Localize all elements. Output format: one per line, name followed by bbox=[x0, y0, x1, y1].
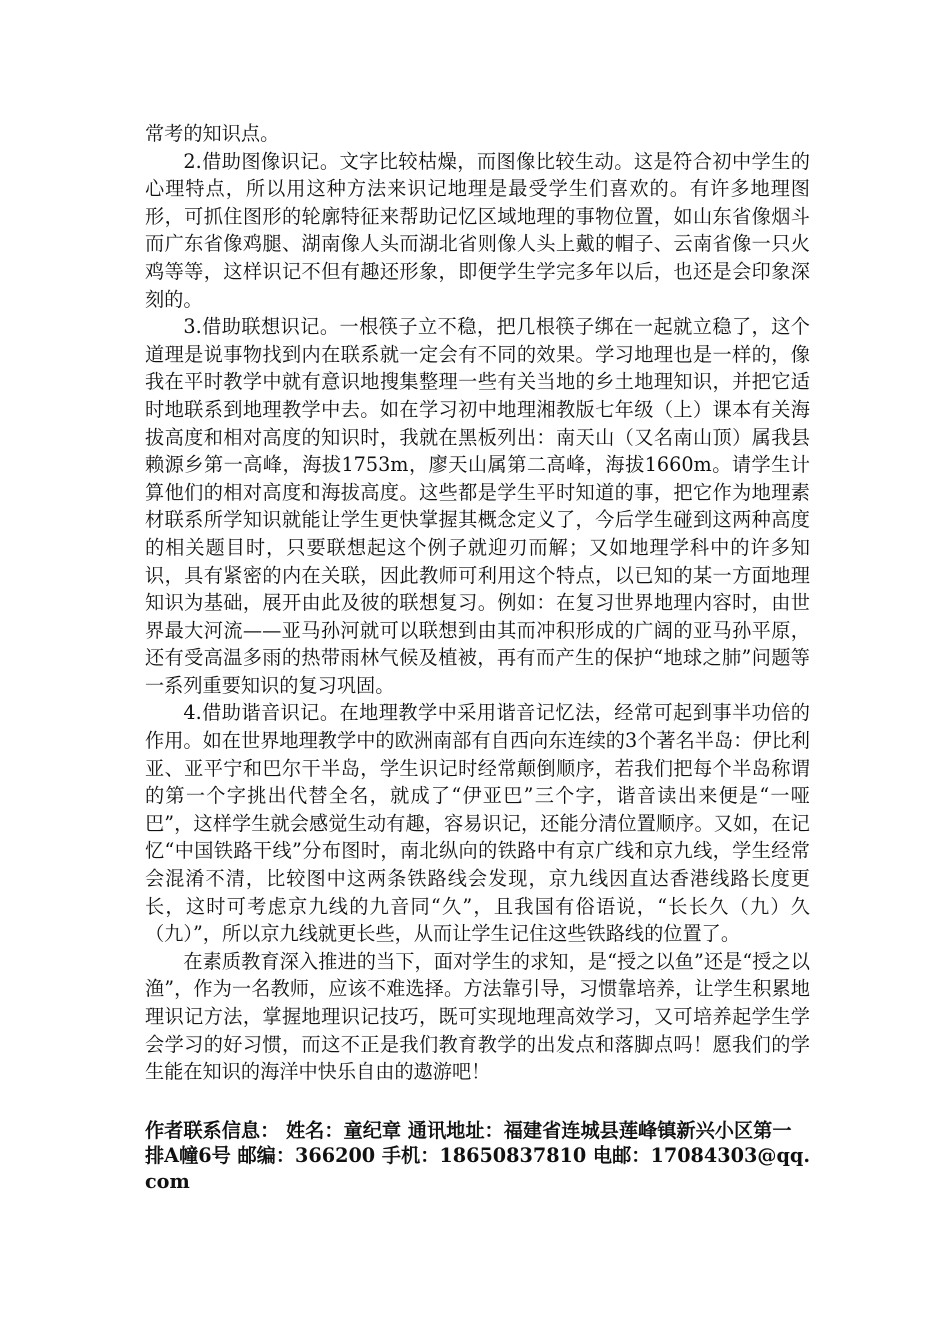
paragraph-conclusion: 在素质教育深入推进的当下，面对学生的求知，是“授之以鱼”还是“授之以渔”，作为一名教师，应该不难选择。方法靠引导，习惯靠培养，让学生积累地理识记方法，掌握地理识记技巧，既可实现地理高效学习，又可培养起学生学会学习的好习惯，而这不正是我们教育教学的出发点和落脚点吗！愿我们的学生能在知识的海洋中快乐自由的遨游吧！ bbox=[145, 949, 810, 1084]
paragraph-continuation: 常考的知识点。 bbox=[145, 122, 280, 145]
section-spacer bbox=[145, 1086, 810, 1118]
paragraph-image-memory: 2.借助图像识记。文字比较枯燥，而图像比较生动。这是符合初中学生的心理特点，所以用这种方法来识记地理是最受学生们喜欢的。有许多地理图形，可抓住图形的轮廓特征来帮助记忆区域地理的事物位置，如山东省像烟斗而广东省像鸡腿、湖南像人头而湖北省则像人头上戴的帽子、云南省像一只火鸡等等，这样识记不但有趣还形象，即便学生学完多年以后，也还是会印象深刻的。 bbox=[145, 149, 810, 311]
paragraph-homophone-memory: 4.借助谐音识记。在地理教学中采用谐音记忆法，经常可起到事半功倍的作用。如在世界地理教学中的欧洲南部有自西向东连续的3个著名半岛：伊比利亚、亚平宁和巴尔干半岛，学生识记时经常颠倒顺序，若我们把每个半岛称谓的第一个字挑出代替全名，就成了“伊亚巴”三个字，谐音读出来便是“一哑巴”，这样学生就会感觉生动有趣，容易识记，还能分清位置顺序。又如，在记忆“中国铁路干线”分布图时，南北纵向的铁路中有京广线和京九线，学生经常会混淆不清，比较图中这两条铁路线会发现，京九线因直达香港线路长度更长，这时可考虑京九线的九音同“久”，且我国有俗语说，“长长久（九）久（九）”，所以京九线就更长些，从而让学生记住这些铁路线的位置了。 bbox=[145, 701, 810, 946]
paragraph-association-memory: 3.借助联想识记。一根筷子立不稳，把几根筷子绑在一起就立稳了，这个道理是说事物找到内在联系就一定会有不同的效果。学习地理也是一样的，像我在平时教学中就有意识地搜集整理一些有关当地的乡土地理知识，并把它适时地联系到地理教学中去。如在学习初中地理湘教版七年级（上）课本有关海拔高度和相对高度的知识时，我就在黑板列出：南天山（又名南山顶）属我县赖源乡第一高峰，海拔1753m，廖天山属第二高峰，海拔1660m。请学生计算他们的相对高度和海拔高度。这些都是学生平时知道的事，把它作为地理素材联系所学知识就能让学生更快掌握其概念定义了，今后学生碰到这两种高度的相关题目时，只要联想起这个例子就迎刃而解；又如地理学科中的许多知识，具有紧密的内在关联，因此教师可利用这个特点，以已知的某一方面地理知识为基础，展开由此及彼的联想复习。例如：在复习世界地理内容时，由世界最大河流——亚马孙河就可以联想到由其而冲积形成的广阔的亚马孙平原，还有受高温多雨的热带雨林气候及植被，再有而产生的保护“地球之肺”问题等一系列重要知识的复习巩固。 bbox=[145, 315, 810, 697]
document-page bbox=[145, 120, 810, 1194]
author-contact-info: 作者联系信息： 姓名：童纪章 通讯地址：福建省连城县莲峰镇新兴小区第一排A幢6号 邮编：366200 手机：18650837810 电邮：17084303@qq.com bbox=[145, 1118, 810, 1193]
